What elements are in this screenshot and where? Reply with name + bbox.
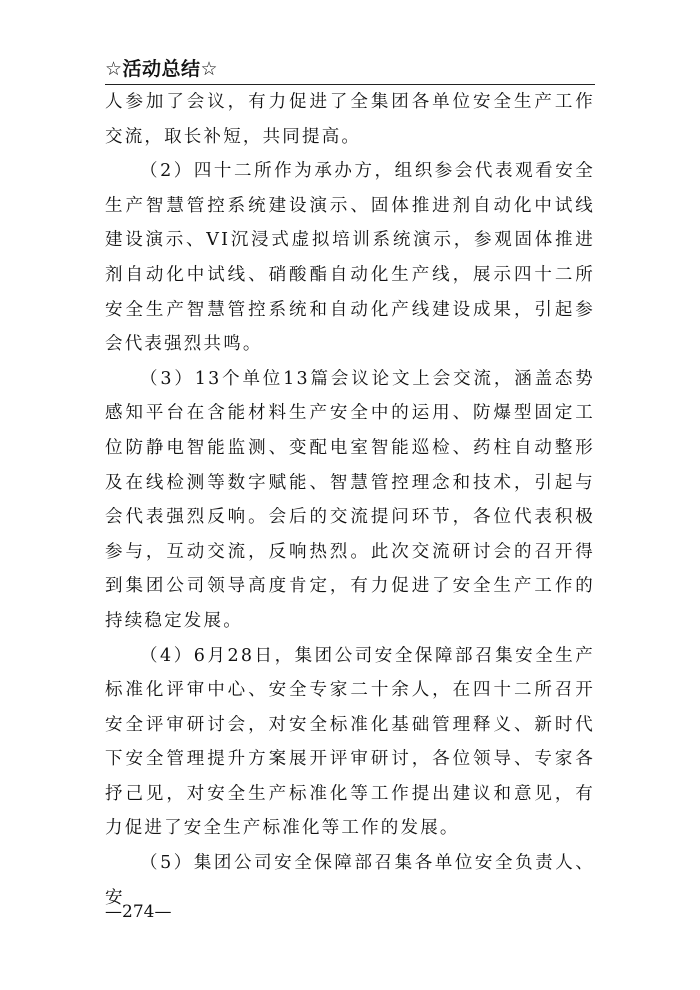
paragraph-1: 人参加了会议，有力促进了全集团各单位安全生产工作交流，取长补短，共同提高。 <box>105 92 595 147</box>
page-number: —274— <box>105 902 172 922</box>
paragraph-4: （4）6月28日，集团公司安全保障部召集安全生产标准化评审中心、安全专家二十余人，在四十二所召开安全评审研讨会，对安全标准化基础管理释义、新时代下安全管理提升方案展开评审研讨，各位领导、专家各抒己见，对安全生产标准化等工作提出建议和意见，有力促进了安全生产标准化等工作的发展。 <box>105 645 595 839</box>
paragraph-3: （3）13个单位13篇会议论文上会交流，涵盖态势感知平台在含能材料生产安全中的运用、防爆型固定工位防静电智能监测、变配电室智能巡检、药柱自动整形及在线检测等数字赋能、智慧管控理念和技术，引起与会代表强烈反响。会后的交流提问环节，各位代表积极参与，互动交流，反响热烈。此次交流研讨会的召开得到集团公司领导高度肯定，有力促进了安全生产工作的持续稳定发展。 <box>105 368 595 631</box>
section-title: ☆活动总结☆ <box>105 58 219 80</box>
page-header <box>105 56 595 85</box>
body-text <box>105 85 595 915</box>
paragraph-5: （5）集团公司安全保障部召集各单位安全负责人、安 <box>105 853 595 908</box>
paragraph-2: （2）四十二所作为承办方，组织参会代表观看安全生产智慧管控系统建设演示、固体推进剂自动化中试线建设演示、VI沉浸式虚拟培训系统演示，参观固体推进剂自动化中试线、硝酸酯自动化生产线，展示四十二所安全生产智慧管控系统和自动化产线建设成果，引起参会代表强烈共鸣。 <box>105 161 595 355</box>
